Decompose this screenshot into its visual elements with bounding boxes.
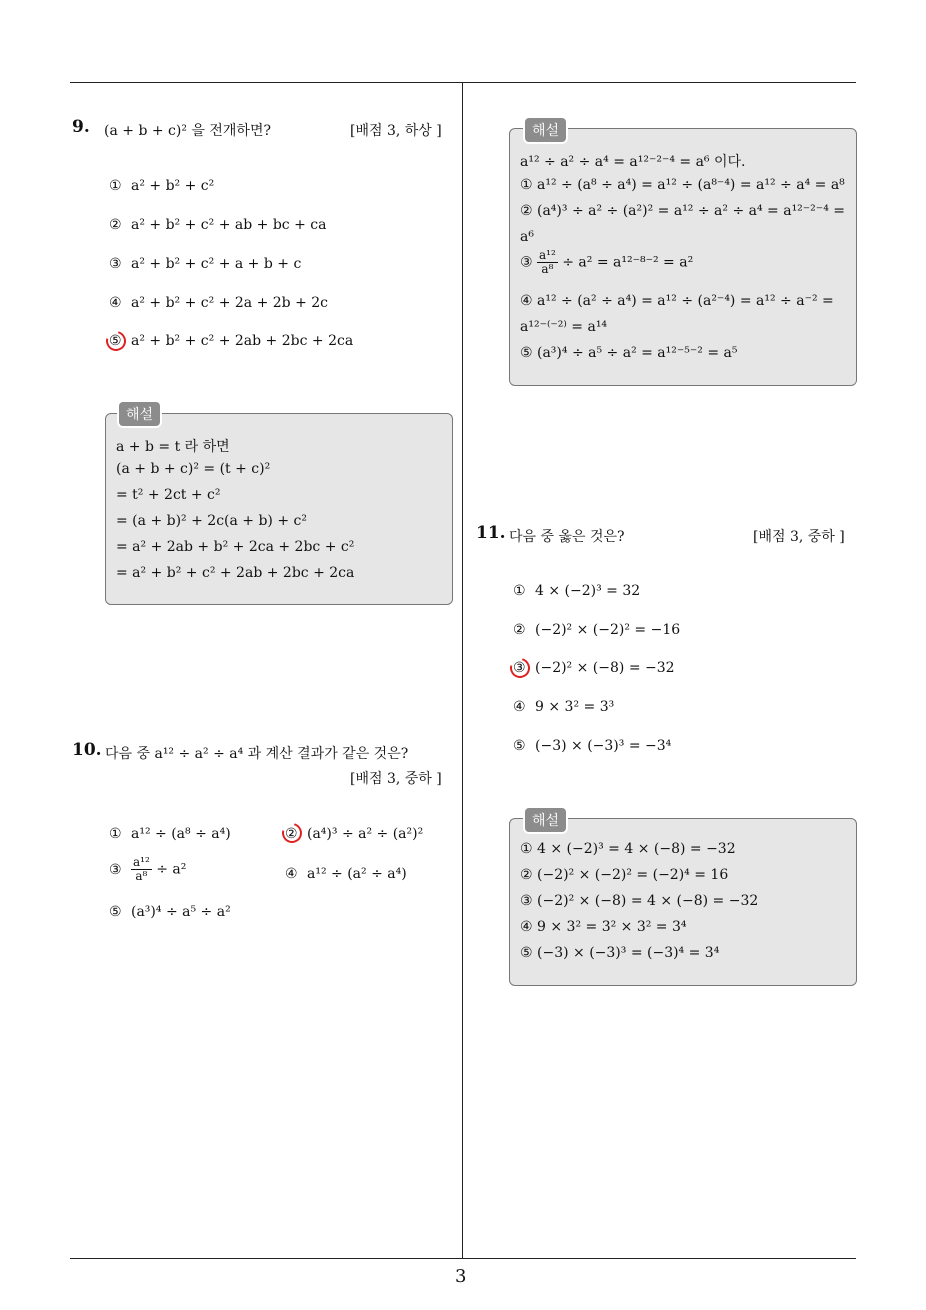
option-mark: ④ xyxy=(513,699,526,715)
fraction xyxy=(537,249,558,276)
q10-text: 다음 중 a¹² ÷ a² ÷ a⁴ 과 계산 결과가 같은 것은? xyxy=(105,746,409,762)
option-text: 4 × (−2)³ = 32 xyxy=(535,583,641,599)
q10-option-1[interactable] xyxy=(109,826,231,842)
answer-line: = a² + 2ab + b² + 2ca + 2bc + c² xyxy=(116,539,355,555)
answer-line: ④ a¹² ÷ (a² ÷ a⁴) = a¹² ÷ (a²⁻⁴) = a¹² ÷ a⁻² = xyxy=(520,293,834,309)
option-mark: ① xyxy=(109,826,122,842)
option-text: a² + b² + c² + 2ab + 2bc + 2ca xyxy=(131,333,354,349)
option-text: ÷ a² xyxy=(156,861,187,878)
q11-text: 다음 중 옳은 것은? xyxy=(509,529,625,545)
option-text: a¹² ÷ (a⁸ ÷ a⁴) xyxy=(131,826,231,842)
option-mark: ⑤ xyxy=(513,738,526,754)
answer-line: = t² + 2ct + c² xyxy=(116,487,221,503)
q9-number: 9. xyxy=(72,117,90,137)
option-mark: ③ xyxy=(109,861,122,878)
answer-line: = a² + b² + c² + 2ab + 2bc + 2ca xyxy=(116,565,355,581)
option-mark: ③ xyxy=(109,256,122,272)
q11-option-1[interactable] xyxy=(513,583,640,599)
option-mark: ② xyxy=(109,217,122,233)
option-text: a² + b² + c² + ab + bc + ca xyxy=(131,217,327,233)
option-text: (a³)⁴ ÷ a⁵ ÷ a² xyxy=(131,904,231,920)
option-text: 9 × 3² = 3³ xyxy=(535,699,615,715)
answer-line: ② (−2)² × (−2)² = (−2)⁴ = 16 xyxy=(520,867,729,883)
option-mark: ③ xyxy=(513,660,526,676)
answer-line: a¹² ÷ a² ÷ a⁴ = a¹²⁻²⁻⁴ = a⁶ 이다. xyxy=(520,154,746,170)
q10-answer-box xyxy=(509,128,857,386)
q10-answer-tag: 해설 xyxy=(523,116,568,144)
q10-answer-circle-icon xyxy=(278,819,305,846)
q11-number: 11. xyxy=(476,523,506,543)
answer-line: (a + b + c)² = (t + c)² xyxy=(116,461,271,477)
option-mark: ② xyxy=(285,826,298,842)
top-rule xyxy=(70,82,856,83)
option-text: a² + b² + c² + a + b + c xyxy=(131,256,302,272)
q10-option-5[interactable] xyxy=(109,904,231,920)
answer-mark: ③ xyxy=(520,254,533,271)
option-text: a¹² ÷ (a² ÷ a⁴) xyxy=(307,866,407,882)
answer-line: ③ (−2)² × (−8) = 4 × (−8) = −32 xyxy=(520,893,759,909)
answer-line: = (a + b)² + 2c(a + b) + c² xyxy=(116,513,307,529)
answer-line: ⑤ (a³)⁴ ÷ a⁵ ÷ a² = a¹²⁻⁵⁻² = a⁵ xyxy=(520,345,738,361)
option-text: (−3) × (−3)³ = −3⁴ xyxy=(535,738,672,754)
q9-option-5[interactable] xyxy=(109,333,353,349)
q10-option-3[interactable] xyxy=(109,856,186,883)
q11-option-4[interactable] xyxy=(513,699,614,715)
fraction xyxy=(131,856,152,883)
option-mark: ② xyxy=(513,622,526,638)
q11-answer-circle-icon xyxy=(506,654,533,681)
q11-option-2[interactable] xyxy=(513,622,680,638)
option-text: (−2)² × (−2)² = −16 xyxy=(535,622,681,638)
q10-option-4[interactable] xyxy=(285,866,407,882)
fraction-numerator: a¹² xyxy=(133,855,150,869)
q9-option-2[interactable] xyxy=(109,217,326,233)
fraction-denominator: a⁸ xyxy=(135,869,148,883)
q9-answer-tag: 해설 xyxy=(117,400,162,428)
q9-text: (a + b + c)² 을 전개하면? xyxy=(104,123,271,139)
option-mark: ① xyxy=(513,583,526,599)
answer-line: ④ 9 × 3² = 3² × 3² = 3⁴ xyxy=(520,919,687,935)
q11-option-3[interactable] xyxy=(513,660,675,676)
option-mark: ⑤ xyxy=(109,904,122,920)
option-mark: ① xyxy=(109,178,122,194)
answer-line: a¹²⁻⁽⁻²⁾ = a¹⁴ xyxy=(520,319,608,335)
answer-line: ② (a⁴)³ ÷ a² ÷ (a²)² = a¹² ÷ a² ÷ a⁴ = a¹²⁻²⁻⁴ = xyxy=(520,203,845,219)
q9-answer-circle-icon xyxy=(102,327,129,354)
option-mark: ⑤ xyxy=(109,333,122,349)
option-text: a² + b² + c² xyxy=(131,178,215,194)
answer-text: ÷ a² = a¹²⁻⁸⁻² = a² xyxy=(562,254,694,271)
answer-line-fraction xyxy=(520,249,693,276)
bottom-rule xyxy=(70,1258,856,1259)
q9-option-3[interactable] xyxy=(109,256,301,272)
page-number: 3 xyxy=(455,1266,467,1287)
option-text: a² + b² + c² + 2a + 2b + 2c xyxy=(131,295,329,311)
q11-answer-tag: 해설 xyxy=(523,806,568,834)
fraction-denominator: a⁸ xyxy=(541,262,554,276)
q10-number: 10. xyxy=(72,740,102,760)
q10-option-2[interactable] xyxy=(285,826,423,842)
option-mark: ④ xyxy=(109,295,122,311)
option-text: (−2)² × (−8) = −32 xyxy=(535,660,675,676)
q10-meta: [배점 3, 중하 ] xyxy=(350,771,442,787)
q9-option-1[interactable] xyxy=(109,178,214,194)
q11-answer-box xyxy=(509,818,857,986)
option-text: (a⁴)³ ÷ a² ÷ (a²)² xyxy=(307,826,424,842)
q9-option-4[interactable] xyxy=(109,295,328,311)
answer-line: ① a¹² ÷ (a⁸ ÷ a⁴) = a¹² ÷ (a⁸⁻⁴) = a¹² ÷ a⁴ = a⁸ xyxy=(520,177,845,193)
q11-meta: [배점 3, 중하 ] xyxy=(753,529,845,545)
q11-option-5[interactable] xyxy=(513,738,671,754)
answer-line: ① 4 × (−2)³ = 4 × (−8) = −32 xyxy=(520,841,736,857)
option-mark: ④ xyxy=(285,866,298,882)
q9-answer-box xyxy=(105,413,453,605)
column-divider xyxy=(462,83,463,1259)
fraction-numerator: a¹² xyxy=(539,248,556,262)
answer-line: ⑤ (−3) × (−3)³ = (−3)⁴ = 3⁴ xyxy=(520,945,720,961)
q9-meta: [배점 3, 하상 ] xyxy=(350,123,442,139)
answer-line: a + b = t 라 하면 xyxy=(116,439,230,455)
answer-line: a⁶ xyxy=(520,229,534,245)
